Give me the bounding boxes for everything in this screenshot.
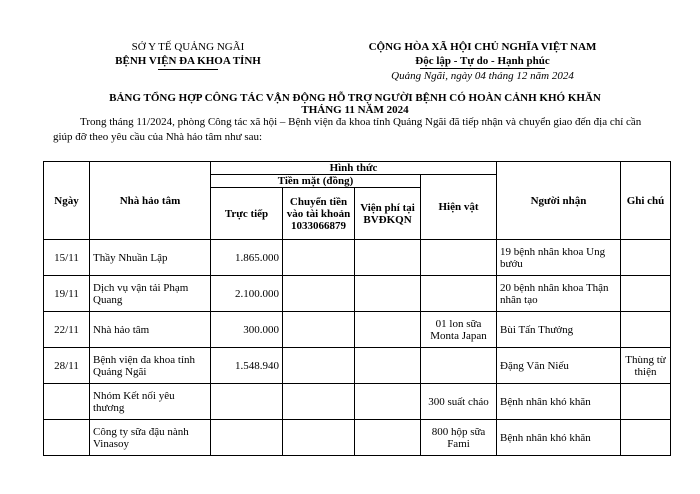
summary-table bbox=[43, 161, 671, 456]
cell-hien-vat bbox=[421, 348, 497, 384]
col-tien-mat: Tiền mặt (đồng) bbox=[211, 175, 421, 188]
col-nguoi-nhan: Người nhận bbox=[497, 162, 621, 240]
cell-hien-vat: 300 suất cháo bbox=[421, 384, 497, 420]
cell-nha-hao-tam: Bệnh viện đa khoa tỉnh Quảng Ngãi bbox=[90, 348, 211, 384]
table-row bbox=[44, 240, 671, 276]
cell-vien-phi bbox=[355, 348, 421, 384]
cell-hien-vat bbox=[421, 276, 497, 312]
table-row bbox=[44, 312, 671, 348]
unit-underline bbox=[158, 69, 218, 70]
title-line-1: BẢNG TỔNG HỢP CÔNG TÁC VẬN ĐỘNG HỖ TRỢ NGƯỜI BỆNH CÓ HOÀN CẢNH KHÓ KHĂN bbox=[109, 92, 601, 104]
col-ghi-chu: Ghi chú bbox=[621, 162, 671, 240]
cell-ngay: 15/11 bbox=[44, 240, 90, 276]
document-title bbox=[40, 92, 670, 116]
col-truc-tiep: Trực tiếp bbox=[211, 188, 283, 240]
title-line-2: THÁNG 11 NĂM 2024 bbox=[301, 104, 409, 116]
unit-name: BỆNH VIỆN ĐA KHOA TỈNH bbox=[115, 55, 261, 67]
cell-chuyen-tien bbox=[283, 384, 355, 420]
table-row bbox=[44, 276, 671, 312]
cell-ghi-chu: Thùng từ thiện bbox=[621, 348, 671, 384]
header-row-1 bbox=[44, 162, 671, 175]
cell-truc-tiep: 2.100.000 bbox=[211, 276, 283, 312]
cell-truc-tiep: 1.865.000 bbox=[211, 240, 283, 276]
document-date: Quảng Ngãi, ngày 04 tháng 12 năm 2024 bbox=[391, 70, 574, 82]
cell-truc-tiep: 300.000 bbox=[211, 312, 283, 348]
cell-nha-hao-tam: Dịch vụ vận tải Phạm Quang bbox=[90, 276, 211, 312]
org-name: SỞ Y TẾ QUẢNG NGÃI bbox=[131, 41, 245, 53]
cell-nguoi-nhan: Bệnh nhân khó khăn bbox=[497, 420, 621, 456]
cell-nguoi-nhan: Bùi Tấn Thưởng bbox=[497, 312, 621, 348]
cell-chuyen-tien bbox=[283, 240, 355, 276]
cell-vien-phi bbox=[355, 240, 421, 276]
cell-nguoi-nhan: Đặng Văn Niếu bbox=[497, 348, 621, 384]
cell-chuyen-tien bbox=[283, 348, 355, 384]
cell-nha-hao-tam: Nhóm Kết nối yêu thương bbox=[90, 384, 211, 420]
cell-truc-tiep bbox=[211, 384, 283, 420]
col-nha-hao-tam: Nhà hảo tâm bbox=[90, 162, 211, 240]
cell-ngay bbox=[44, 384, 90, 420]
table-row bbox=[44, 384, 671, 420]
cell-ngay bbox=[44, 420, 90, 456]
cell-truc-tiep: 1.548.940 bbox=[211, 348, 283, 384]
cell-nha-hao-tam: Công ty sữa đậu nành Vinasoy bbox=[90, 420, 211, 456]
cell-vien-phi bbox=[355, 420, 421, 456]
cell-hien-vat bbox=[421, 240, 497, 276]
cell-hien-vat: 01 lon sữa Monta Japan bbox=[421, 312, 497, 348]
col-chuyen-tien: Chuyển tiền vào tài khoản 1033066879 bbox=[283, 188, 355, 240]
cell-hien-vat: 800 hộp sữa Fami bbox=[421, 420, 497, 456]
cell-ghi-chu bbox=[621, 276, 671, 312]
cell-chuyen-tien bbox=[283, 420, 355, 456]
cell-chuyen-tien bbox=[283, 312, 355, 348]
cell-nguoi-nhan: 19 bệnh nhân khoa Ung bướu bbox=[497, 240, 621, 276]
table-row bbox=[44, 420, 671, 456]
cell-vien-phi bbox=[355, 384, 421, 420]
col-ngay: Ngày bbox=[44, 162, 90, 240]
cell-nha-hao-tam: Nhà hảo tâm bbox=[90, 312, 211, 348]
cell-nguoi-nhan: 20 bệnh nhân khoa Thận nhân tạo bbox=[497, 276, 621, 312]
cell-vien-phi bbox=[355, 276, 421, 312]
country-name: CỘNG HÒA XÃ HỘI CHỦ NGHĨA VIỆT NAM bbox=[368, 41, 597, 53]
cell-truc-tiep bbox=[211, 420, 283, 456]
cell-ghi-chu bbox=[621, 312, 671, 348]
col-hinh-thuc: Hình thức bbox=[211, 162, 497, 175]
table-row bbox=[44, 348, 671, 384]
header-right bbox=[345, 40, 620, 83]
cell-ghi-chu bbox=[621, 384, 671, 420]
cell-ghi-chu bbox=[621, 420, 671, 456]
cell-vien-phi bbox=[355, 312, 421, 348]
motto: Độc lập - Tự do - Hạnh phúc bbox=[415, 55, 550, 67]
cell-ngay: 22/11 bbox=[44, 312, 90, 348]
cell-ngay: 28/11 bbox=[44, 348, 90, 384]
cell-chuyen-tien bbox=[283, 276, 355, 312]
cell-nguoi-nhan: Bệnh nhân khó khăn bbox=[497, 384, 621, 420]
col-vien-phi: Viện phí tại BVĐKQN bbox=[355, 188, 421, 240]
cell-nha-hao-tam: Thầy Nhuần Lập bbox=[90, 240, 211, 276]
header-left bbox=[108, 40, 268, 70]
intro-paragraph: Trong tháng 11/2024, phòng Công tác xã hội – Bệnh viện đa khoa tỉnh Quảng Ngãi đã tiếp nhận và chuyển giao đến địa chỉ cần giúp đỡ theo yêu cầu của Nhà hảo tâm như sau: bbox=[53, 116, 642, 143]
cell-ngay: 19/11 bbox=[44, 276, 90, 312]
cell-ghi-chu bbox=[621, 240, 671, 276]
col-hien-vat: Hiện vật bbox=[421, 175, 497, 240]
